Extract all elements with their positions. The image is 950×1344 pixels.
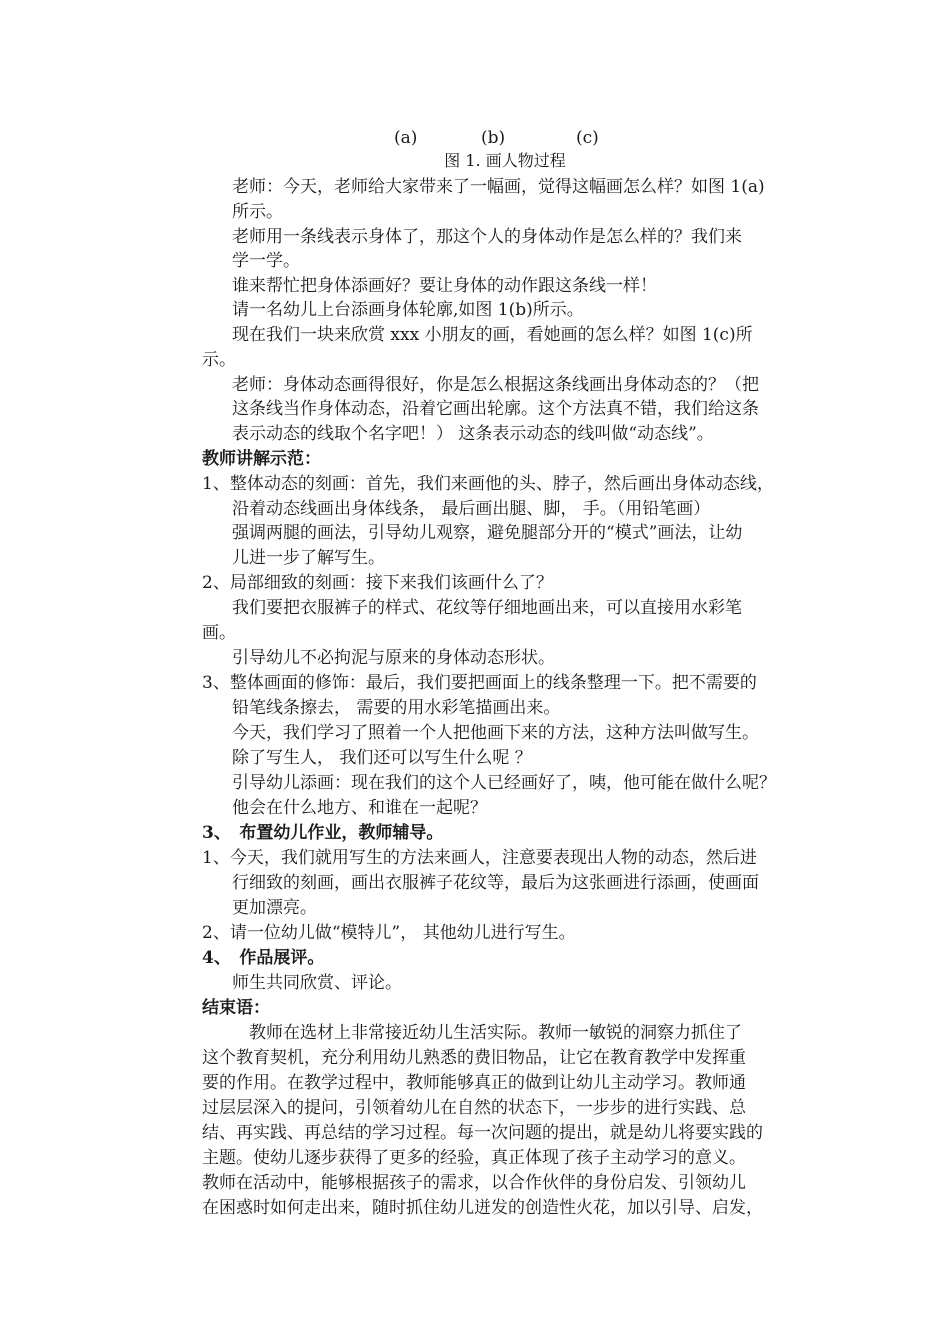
text-line: 过层层深入的提问，引领着幼儿在自然的状态下，一步步的进行实践、总	[202, 1098, 746, 1118]
text-line: 画。	[202, 623, 236, 643]
figure-label-a: (a)	[394, 128, 418, 148]
text-line: 现在我们一块来欣赏 xxx 小朋友的画，看她画的怎么样？如图 1(c)所	[232, 325, 753, 345]
text-line: 教师在活动中，能够根据孩子的需求，以合作伙伴的身份启发、引领幼儿	[202, 1173, 746, 1193]
text-line: 表示动态的线取个名字吧！） 这条表示动态的线叫做“动态线”。	[232, 424, 714, 444]
list-item: 2、局部细致的刻画：接下来我们该画什么了？	[202, 573, 553, 593]
text-line: 更加漂亮。	[232, 898, 317, 918]
figure-label-b: (b)	[481, 128, 506, 148]
list-item: 2、请一位幼儿做“模特儿”， 其他幼儿进行写生。	[202, 923, 576, 943]
text-line: 示。	[202, 350, 236, 370]
list-item: 1、整体动态的刻画：首先，我们来画他的头、脖子，然后画出身体动态线，	[202, 474, 774, 494]
text-line: 我们要把衣服裤子的样式、花纹等仔细地画出来，可以直接用水彩笔	[232, 598, 742, 618]
text-line: 除了写生人， 我们还可以写生什么呢 ？	[232, 748, 532, 768]
text-line: 在困惑时如何走出来，随时抓住幼儿迸发的创造性火花，加以引导、启发，	[202, 1198, 763, 1218]
section-heading: 结束语：	[202, 998, 270, 1018]
list-item: 1、今天，我们就用写生的方法来画人，注意要表现出人物的动态，然后进	[202, 848, 757, 868]
text-line: 老师用一条线表示身体了，那这个人的身体动作是怎么样的？我们来	[232, 227, 742, 247]
text-line: 引导幼儿添画：现在我们的这个人已经画好了，咦，他可能在做什么呢？	[232, 773, 776, 793]
text-line: 师生共同欣赏、评论。	[232, 973, 402, 993]
figure-label-c: (c)	[576, 128, 599, 148]
text-line: 这个教育契机，充分利用幼儿熟悉的费旧物品，让它在教育教学中发挥重	[202, 1048, 746, 1068]
text-line: 老师：今天，老师给大家带来了一幅画，觉得这幅画怎么样？如图 1(a)	[232, 177, 765, 197]
text-line: 要的作用。在教学过程中，教师能够真正的做到让幼儿主动学习。教师通	[202, 1073, 746, 1093]
text-line: 强调两腿的画法，引导幼儿观察，避免腿部分开的“模式”画法，让幼	[232, 523, 743, 543]
text-line: 教师在选材上非常接近幼儿生活实际。教师一敏锐的洞察力抓住了	[249, 1023, 742, 1043]
text-line: 老师：身体动态画得很好，你是怎么根据这条线画出身体动态的？（把	[232, 375, 759, 395]
text-line: 今天，我们学习了照着一个人把他画下来的方法，这种方法叫做写生。	[232, 723, 759, 743]
text-line: 结、再实践、再总结的学习过程。每一次问题的提出，就是幼儿将要实践的	[202, 1123, 763, 1143]
section-heading: 教师讲解示范：	[202, 449, 321, 469]
text-line: 他会在什么地方、和谁在一起呢？	[232, 798, 487, 818]
text-line: 谁来帮忙把身体添画好？要让身体的动作跟这条线一样！	[232, 276, 657, 296]
text-line: 行细致的刻画，画出衣服裤子花纹等，最后为这张画进行添画，使画面	[232, 873, 759, 893]
text-line: 儿进一步了解写生。	[232, 548, 385, 568]
text-line: 学一学。	[232, 251, 300, 271]
text-line: 沿着动态线画出身体线条， 最后画出腿、脚， 手。（用铅笔画）	[232, 499, 711, 519]
text-line: 请一名幼儿上台添画身体轮廓,如图 1(b)所示。	[232, 300, 584, 320]
text-line: 主题。使幼儿逐步获得了更多的经验，真正体现了孩子主动学习的意义。	[202, 1148, 746, 1168]
text-line: 铅笔线条擦去， 需要的用水彩笔描画出来。	[232, 698, 561, 718]
text-line: 引导幼儿不必拘泥与原来的身体动态形状。	[232, 648, 555, 668]
section-heading: 4、 作品展评。	[202, 948, 325, 968]
section-heading: 3、 布置幼儿作业，教师辅导。	[202, 823, 444, 843]
figure-caption: 图 1. 画人物过程	[444, 151, 566, 170]
text-line: 所示。	[232, 202, 283, 222]
text-line: 这条线当作身体动态，沿着它画出轮廓。这个方法真不错，我们给这条	[232, 399, 759, 419]
list-item: 3、整体画面的修饰：最后，我们要把画面上的线条整理一下。把不需要的	[202, 673, 757, 693]
